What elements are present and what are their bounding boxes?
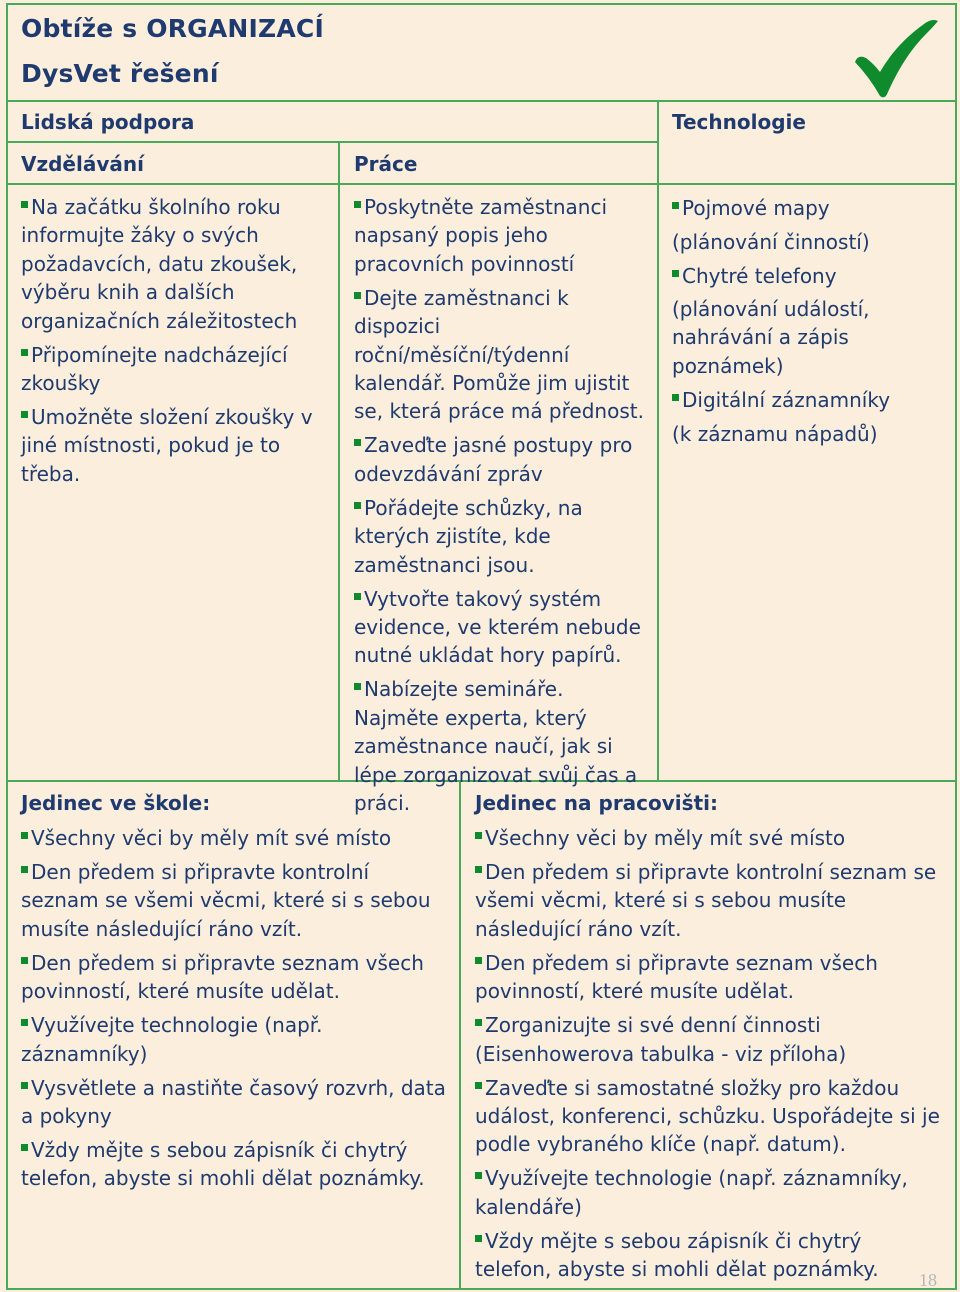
- list-item-detail: (plánování činností): [672, 230, 870, 254]
- bullet-icon: [475, 866, 482, 873]
- border-left: [6, 3, 8, 1290]
- bullet-icon: [475, 1235, 482, 1242]
- list-item: Nabízejte semináře. Najměte experta, který zaměstnance naučí, jak si lépe zorganizovat svůj čas a práci.: [354, 677, 638, 816]
- heading-technology: Technologie: [672, 110, 806, 134]
- heading-individual-work: Jedinec na pracovišti:: [475, 791, 718, 815]
- list-item: Vždy mějte s sebou zápisník či chytrý telefon, abyste si mohli dělat poznámky.: [21, 1138, 425, 1191]
- divider-bottom-columns: [459, 780, 461, 1289]
- bullet-icon: [21, 866, 28, 873]
- list-item: Vždy mějte s sebou zápisník či chytrý telefon, abyste si mohli dělat poznámky.: [475, 1228, 879, 1282]
- list-item: Chytré telefony: [672, 261, 950, 292]
- bullet-icon: [21, 1019, 28, 1026]
- bullet-icon: [21, 1144, 28, 1151]
- list-item: Zorganizujte si své denní činnosti (Eisenhowerova tabulka - viz příloha): [475, 1013, 847, 1066]
- divider-column-1: [338, 141, 340, 781]
- bullet-icon: [21, 349, 28, 356]
- divider-title: [6, 100, 957, 102]
- title-line-2: DysVet řešení: [21, 59, 219, 88]
- bullet-icon: [475, 832, 482, 839]
- bullet-icon: [672, 270, 679, 277]
- bullet-icon: [354, 683, 361, 690]
- list-item-detail: (plánování událostí, nahrávání a zápis poznámek): [672, 297, 870, 378]
- list-item: Pojmové mapy: [672, 193, 950, 224]
- list-item: Využívejte technologie (např. záznamníky, kalendáře): [475, 1166, 908, 1219]
- list-item: Využívejte technologie (např. záznamníky): [21, 1013, 323, 1066]
- bullet-icon: [672, 394, 679, 401]
- bullet-icon: [475, 1019, 482, 1026]
- divider-column-2: [657, 100, 659, 781]
- bullet-icon: [21, 1082, 28, 1089]
- bullet-icon: [354, 201, 361, 208]
- bullet-icon: [672, 202, 679, 209]
- border-bottom: [6, 1288, 957, 1290]
- title-line-1: Obtíže s ORGANIZACÍ: [21, 14, 324, 43]
- list-item: Digitální záznamníky: [672, 385, 950, 416]
- list-item: Zaveďte si samostatné složky pro každou událost, konferenci, schůzku. Uspořádejte si je podle vybraného klíče (např. datum).: [475, 1075, 940, 1157]
- check-mark-icon: [852, 16, 940, 102]
- list-item: Dejte zaměstnanci k dispozici roční/měsíční/týdenní kalendář. Pomůže jim ujistit se, která práce má přednost.: [354, 285, 644, 424]
- bullet-icon: [354, 502, 361, 509]
- list-item: Den předem si připravte kontrolní seznam se všemi věcmi, které si s sebou musíte následující ráno vzít.: [21, 860, 431, 941]
- work-list: [354, 193, 652, 818]
- technology-list: [672, 193, 950, 450]
- heading-education: Vzdělávání: [21, 152, 144, 176]
- border-top: [6, 3, 957, 5]
- bullet-icon: [475, 1172, 482, 1179]
- list-item: Zaveďte jasné postupy pro odevzdávání zpráv: [354, 433, 633, 486]
- bullet-icon: [21, 957, 28, 964]
- list-item: Připomínejte nadcházející zkoušky: [21, 342, 288, 396]
- heading-human-support: Lidská podpora: [21, 110, 195, 134]
- bullet-icon: [354, 292, 361, 299]
- list-item: Den předem si připravte seznam všech povinností, které musíte udělat.: [21, 950, 424, 1004]
- individual-school-list: [21, 824, 453, 1193]
- bullet-icon: [475, 1082, 482, 1089]
- list-item: Vysvětlete a nastiňte časový rozvrh, data a pokyny: [21, 1075, 446, 1129]
- bullet-icon: [354, 439, 361, 446]
- bullet-icon: [475, 957, 482, 964]
- list-item: Poskytněte zaměstnanci napsaný popis jeho pracovních povinností: [354, 195, 607, 276]
- bullet-icon: [21, 201, 28, 208]
- bullet-icon: [21, 411, 28, 418]
- divider-subheadings: [6, 183, 957, 185]
- list-item: Pořádejte schůzky, na kterých zjistíte, kde zaměstnanci jsou.: [354, 495, 583, 577]
- heading-work: Práce: [354, 152, 418, 176]
- list-item: Na začátku školního roku informujte žáky o svých požadavcích, datu zkoušek, výběru knih a dalších organizačních záležitostech: [21, 195, 298, 333]
- list-item: Vytvořte takový systém evidence, ve kterém nebude nutné ukládat hory papírů.: [354, 586, 641, 668]
- list-item: Všechny věci by měly mít své místo: [21, 824, 453, 852]
- individual-work-list: [475, 824, 940, 1284]
- list-item: Den předem si připravte kontrolní seznam se všemi věcmi, které si s sebou musíte následující ráno vzít.: [475, 860, 937, 941]
- page-number: 18: [919, 1270, 937, 1290]
- divider-human-support: [6, 141, 658, 143]
- bullet-icon: [354, 593, 361, 600]
- list-item: Umožněte složení zkoušky v jiné místnosti, pokud je to třeba.: [21, 405, 313, 486]
- bullet-icon: [21, 832, 28, 839]
- border-right: [955, 3, 957, 1290]
- list-item-detail: (k záznamu nápadů): [672, 422, 878, 447]
- list-item: Den předem si připravte seznam všech povinností, které musíte udělat.: [475, 950, 878, 1004]
- heading-individual-school: Jedinec ve škole:: [21, 791, 211, 815]
- list-item: Všechny věci by měly mít své místo: [475, 824, 940, 852]
- education-list: [21, 193, 331, 488]
